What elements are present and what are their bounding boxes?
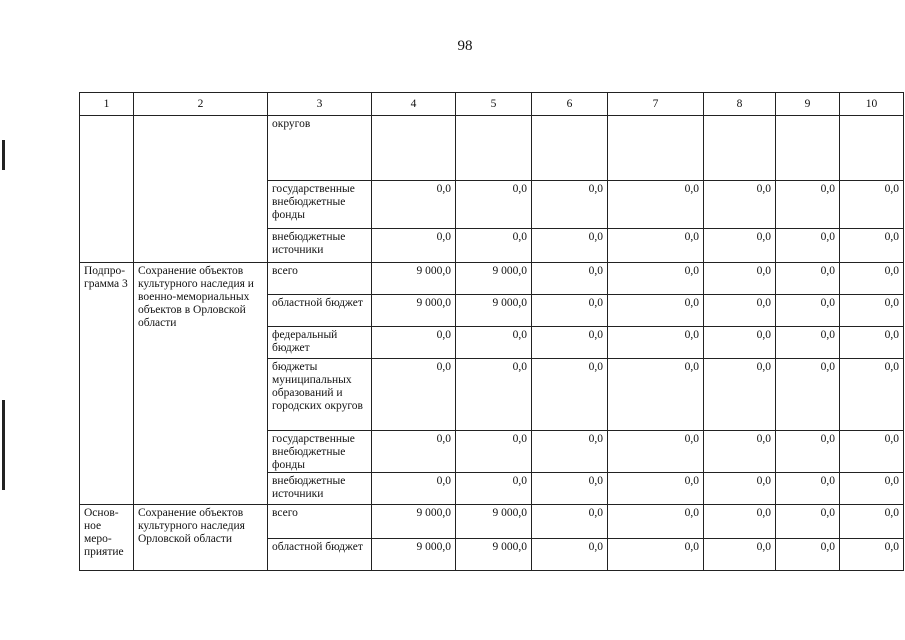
value-cell: 0,0 xyxy=(608,473,704,505)
value-cell: 0,0 xyxy=(776,359,840,431)
value-cell: 0,0 xyxy=(776,263,840,295)
value-cell: 9 000,0 xyxy=(372,263,456,295)
left-margin-mark xyxy=(2,140,5,170)
col-header-8: 8 xyxy=(704,93,776,116)
value-cell: 0,0 xyxy=(840,181,904,229)
value-cell: 0,0 xyxy=(776,505,840,539)
value-cell: 0,0 xyxy=(776,539,840,571)
source-cell: всего xyxy=(268,263,372,295)
value-cell: 0,0 xyxy=(608,181,704,229)
value-cell: 0,0 xyxy=(608,431,704,473)
value-cell: 0,0 xyxy=(704,229,776,263)
source-cell: внебюджетные источники xyxy=(268,473,372,505)
col-header-4: 4 xyxy=(372,93,456,116)
source-cell: всего xyxy=(268,505,372,539)
value-cell: 0,0 xyxy=(372,431,456,473)
value-cell: 0,0 xyxy=(608,327,704,359)
table-row xyxy=(80,116,904,181)
value-cell: 0,0 xyxy=(704,181,776,229)
source-cell: государственные внебюджетные фонды xyxy=(268,431,372,473)
subprogram-code-cell: Подпро-грамма 3 xyxy=(80,263,134,505)
col-header-2: 2 xyxy=(134,93,268,116)
value-cell: 0,0 xyxy=(608,229,704,263)
source-cell: областной бюджет xyxy=(268,295,372,327)
value-cell: 0,0 xyxy=(532,359,608,431)
value-cell: 0,0 xyxy=(776,473,840,505)
value-cell xyxy=(608,116,704,181)
value-cell: 0,0 xyxy=(372,473,456,505)
value-cell: 0,0 xyxy=(532,263,608,295)
value-cell: 0,0 xyxy=(840,327,904,359)
left-margin-mark xyxy=(2,400,5,490)
subprogram-name-cell: Сохранение объектов культурного наследия и военно-мемориальных объектов в Орловской области xyxy=(134,263,268,505)
value-cell: 9 000,0 xyxy=(372,539,456,571)
value-cell xyxy=(372,116,456,181)
col-header-5: 5 xyxy=(456,93,532,116)
value-cell: 0,0 xyxy=(532,229,608,263)
value-cell xyxy=(776,116,840,181)
value-cell: 9 000,0 xyxy=(456,539,532,571)
value-cell: 0,0 xyxy=(372,359,456,431)
col-header-3: 3 xyxy=(268,93,372,116)
value-cell: 0,0 xyxy=(704,327,776,359)
value-cell: 0,0 xyxy=(704,539,776,571)
value-cell: 0,0 xyxy=(704,295,776,327)
value-cell: 0,0 xyxy=(608,359,704,431)
value-cell: 0,0 xyxy=(776,327,840,359)
activity-name-cell: Сохранение объектов культурного наследия Орловской области xyxy=(134,505,268,571)
source-cell: округов xyxy=(268,116,372,181)
source-cell: государственные внебюджетные фонды xyxy=(268,181,372,229)
value-cell: 0,0 xyxy=(704,431,776,473)
value-cell: 9 000,0 xyxy=(456,505,532,539)
col-header-10: 10 xyxy=(840,93,904,116)
source-cell: бюджеты муниципальных образований и городских округов xyxy=(268,359,372,431)
source-cell: областной бюджет xyxy=(268,539,372,571)
value-cell: 0,0 xyxy=(532,295,608,327)
value-cell xyxy=(704,116,776,181)
value-cell: 9 000,0 xyxy=(372,505,456,539)
value-cell: 9 000,0 xyxy=(456,263,532,295)
budget-table xyxy=(79,92,904,571)
value-cell: 0,0 xyxy=(840,295,904,327)
value-cell: 0,0 xyxy=(532,473,608,505)
activity-code-cell: Основ-ное меро-приятие xyxy=(80,505,134,571)
value-cell xyxy=(532,116,608,181)
value-cell: 0,0 xyxy=(608,539,704,571)
table-row xyxy=(80,263,904,295)
value-cell: 0,0 xyxy=(704,505,776,539)
value-cell: 0,0 xyxy=(704,263,776,295)
table-row xyxy=(80,505,904,539)
value-cell: 0,0 xyxy=(532,181,608,229)
value-cell xyxy=(456,116,532,181)
source-cell: федеральный бюджет xyxy=(268,327,372,359)
empty-name-cell xyxy=(134,116,268,263)
value-cell: 0,0 xyxy=(840,263,904,295)
empty-code-cell xyxy=(80,116,134,263)
value-cell: 0,0 xyxy=(456,359,532,431)
value-cell: 0,0 xyxy=(704,473,776,505)
col-header-9: 9 xyxy=(776,93,840,116)
value-cell: 0,0 xyxy=(608,505,704,539)
col-header-7: 7 xyxy=(608,93,704,116)
value-cell xyxy=(840,116,904,181)
value-cell: 0,0 xyxy=(608,263,704,295)
value-cell: 0,0 xyxy=(776,229,840,263)
value-cell: 0,0 xyxy=(608,295,704,327)
value-cell: 0,0 xyxy=(456,229,532,263)
value-cell: 0,0 xyxy=(456,473,532,505)
value-cell: 0,0 xyxy=(532,505,608,539)
value-cell: 0,0 xyxy=(372,327,456,359)
value-cell: 0,0 xyxy=(532,539,608,571)
value-cell: 0,0 xyxy=(456,327,532,359)
value-cell: 0,0 xyxy=(532,431,608,473)
value-cell: 0,0 xyxy=(840,505,904,539)
source-cell: внебюджетные источники xyxy=(268,229,372,263)
value-cell: 9 000,0 xyxy=(456,295,532,327)
page-number: 98 xyxy=(457,38,473,54)
value-cell: 0,0 xyxy=(704,359,776,431)
value-cell: 0,0 xyxy=(776,295,840,327)
value-cell: 9 000,0 xyxy=(372,295,456,327)
value-cell: 0,0 xyxy=(776,431,840,473)
value-cell: 0,0 xyxy=(840,229,904,263)
col-header-6: 6 xyxy=(532,93,608,116)
value-cell: 0,0 xyxy=(372,181,456,229)
col-header-1: 1 xyxy=(80,93,134,116)
value-cell: 0,0 xyxy=(372,229,456,263)
header-row xyxy=(80,93,904,116)
value-cell: 0,0 xyxy=(840,473,904,505)
value-cell: 0,0 xyxy=(456,181,532,229)
value-cell: 0,0 xyxy=(840,539,904,571)
value-cell: 0,0 xyxy=(840,431,904,473)
value-cell: 0,0 xyxy=(456,431,532,473)
value-cell: 0,0 xyxy=(776,181,840,229)
value-cell: 0,0 xyxy=(532,327,608,359)
value-cell: 0,0 xyxy=(840,359,904,431)
